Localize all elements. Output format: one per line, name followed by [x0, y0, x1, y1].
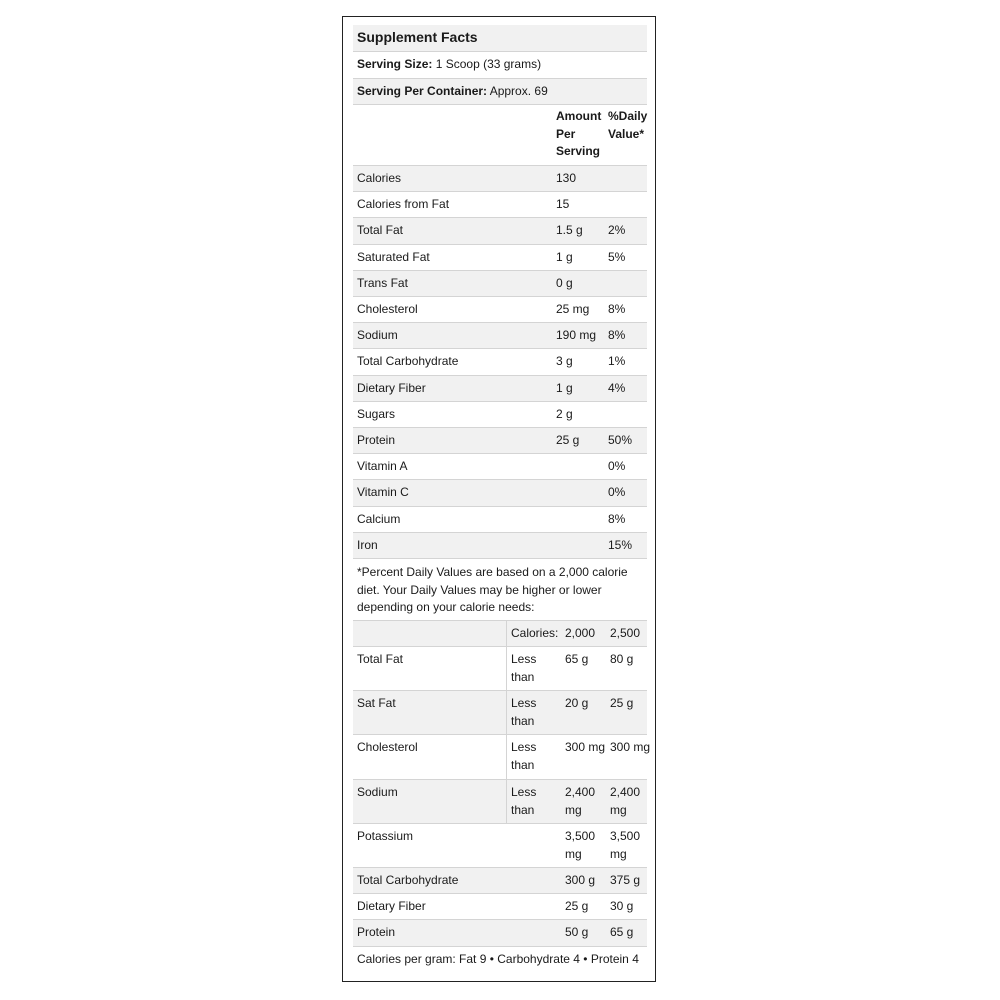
- calories-label: Calories:: [511, 626, 559, 640]
- daily-value-2500: 3,500 mg: [610, 829, 641, 861]
- nutrient-amount: 25 mg: [556, 302, 590, 316]
- supplement-facts-panel: [342, 16, 656, 982]
- nutrient-row: [353, 323, 647, 349]
- daily-value-row: [353, 691, 647, 735]
- nutrient-row: [353, 166, 647, 192]
- nutrient-daily-value: 8%: [608, 511, 626, 526]
- nutrient-row: [353, 507, 647, 533]
- panel-title: Supplement Facts: [357, 29, 478, 45]
- daily-value-2500: 2,400 mg: [610, 785, 641, 817]
- daily-value-row: [353, 780, 647, 824]
- nutrient-daily-value: 0%: [608, 459, 626, 474]
- nutrient-amount: 15: [556, 197, 570, 212]
- nutrient-row: [353, 454, 647, 480]
- serving-size: [357, 56, 541, 74]
- daily-value-2000: 3,500 mg: [565, 829, 596, 861]
- calories-per-gram: Calories per gram: Fat 9 • Carbohydrate 4 • Protein 4: [357, 952, 639, 966]
- nutrient-amount: 1 g: [556, 249, 573, 264]
- daily-value-header: %Daily Value*: [608, 109, 648, 141]
- nutrient-row: [353, 376, 647, 402]
- serving-size-label: Serving Size:: [357, 57, 433, 71]
- daily-value-2000: 2,400 mg: [565, 785, 596, 817]
- serving-size-row: [353, 52, 647, 79]
- nutrient-name: Calcium: [357, 511, 401, 526]
- daily-nutrient-name: Sodium: [357, 785, 398, 799]
- daily-table-header-row: [353, 621, 647, 647]
- nutrient-daily-value: 50%: [608, 433, 633, 447]
- nutrient-row: [353, 402, 647, 428]
- nutrient-daily-value: 4%: [608, 380, 626, 395]
- daily-value-2000: 300 g: [565, 873, 596, 887]
- nutrient-name: Saturated Fat: [357, 249, 430, 264]
- calories-2000: 2,000: [565, 626, 596, 640]
- daily-value-row: [353, 868, 647, 894]
- daily-nutrient-name: Dietary Fiber: [357, 899, 426, 913]
- nutrient-name: Protein: [357, 433, 396, 447]
- daily-value-2000: 65 g: [565, 652, 589, 666]
- nutrient-name: Calories: [357, 171, 402, 185]
- daily-qualifier: Less than: [511, 740, 537, 772]
- nutrient-name: Total Fat: [357, 223, 404, 238]
- daily-value-row: [353, 647, 647, 691]
- nutrient-row: [353, 533, 647, 559]
- nutrient-name: Cholesterol: [357, 302, 418, 316]
- daily-qualifier: Less than: [511, 696, 537, 728]
- nutrient-daily-value: 8%: [608, 302, 626, 316]
- nutrient-row: [353, 349, 647, 375]
- nutrient-daily-value: 8%: [608, 328, 626, 343]
- nutrient-amount: 25 g: [556, 433, 580, 447]
- daily-value-2000: 20 g: [565, 696, 589, 710]
- daily-value-2500: 65 g: [610, 925, 634, 939]
- nutrient-name: Total Carbohydrate: [357, 354, 459, 369]
- calories-2500: 2,500: [610, 626, 641, 640]
- nutrient-row: [353, 480, 647, 506]
- nutrient-amount: 1.5 g: [556, 223, 583, 238]
- daily-value-2500: 300 mg: [610, 740, 651, 754]
- servings-label: Serving Per Container:: [357, 84, 488, 98]
- nutrient-name: Calories from Fat: [357, 197, 450, 212]
- nutrient-amount: 190 mg: [556, 328, 597, 343]
- nutrient-daily-value: 2%: [608, 223, 626, 238]
- nutrient-row: [353, 271, 647, 297]
- daily-nutrient-name: Total Fat: [357, 652, 404, 666]
- daily-value-2000: 300 mg: [565, 740, 606, 754]
- serving-size-value: 1 Scoop (33 grams): [435, 57, 542, 71]
- daily-value-2500: 30 g: [610, 899, 634, 913]
- nutrient-row: [353, 297, 647, 323]
- nutrient-amount: 0 g: [556, 275, 573, 290]
- title-row: [353, 25, 647, 52]
- daily-value-row: [353, 894, 647, 920]
- daily-value-2000: 25 g: [565, 899, 589, 913]
- daily-value-2500: 80 g: [610, 652, 634, 666]
- daily-value-row: [353, 735, 651, 780]
- daily-value-row: [353, 824, 647, 868]
- nutrient-name: Vitamin A: [357, 459, 408, 474]
- nutrient-row: [353, 245, 647, 271]
- daily-value-2500: 375 g: [610, 873, 641, 887]
- nutrient-row: [353, 192, 647, 218]
- footnote-text: *Percent Daily Values are based on a 2,000 calorie diet. Your Daily Values may be higher or lower depending on your calorie needs:: [357, 565, 628, 614]
- nutrient-name: Vitamin C: [357, 485, 409, 500]
- calories-per-gram-row: [353, 947, 647, 973]
- nutrient-daily-value: 0%: [608, 485, 626, 500]
- nutrient-amount: 2 g: [556, 406, 573, 421]
- nutrient-name: Trans Fat: [357, 275, 408, 290]
- nutrient-row: [353, 218, 647, 244]
- daily-qualifier: Less than: [511, 652, 537, 684]
- daily-nutrient-name: Protein: [357, 925, 396, 939]
- daily-nutrient-name: Potassium: [357, 829, 414, 843]
- nutrient-header-row: [353, 105, 647, 166]
- amount-per-serving-header: Amount Per Serving: [556, 109, 602, 158]
- nutrient-daily-value: 1%: [608, 354, 626, 369]
- daily-value-2000: 50 g: [565, 925, 589, 939]
- nutrient-row: [353, 428, 647, 454]
- daily-nutrient-name: Total Carbohydrate: [357, 873, 459, 887]
- nutrient-name: Iron: [357, 537, 378, 552]
- nutrient-amount: 1 g: [556, 380, 573, 395]
- nutrient-name: Dietary Fiber: [357, 380, 426, 395]
- nutrient-name: Sugars: [357, 406, 396, 421]
- column-divider: [506, 621, 507, 646]
- nutrient-daily-value: 5%: [608, 249, 626, 264]
- servings-per-container: [357, 83, 548, 101]
- daily-value-row: [353, 920, 647, 947]
- daily-nutrient-name: Sat Fat: [357, 696, 396, 710]
- nutrient-amount: 3 g: [556, 354, 573, 369]
- servings-row: [353, 79, 647, 105]
- footnote-row: [353, 560, 647, 621]
- daily-value-2500: 25 g: [610, 696, 634, 710]
- nutrient-name: Sodium: [357, 328, 398, 343]
- daily-nutrient-name: Cholesterol: [357, 740, 418, 754]
- daily-qualifier: Less than: [511, 785, 537, 817]
- nutrient-amount: 130: [556, 171, 577, 185]
- nutrient-daily-value: 15%: [608, 537, 633, 552]
- servings-value: Approx. 69: [489, 84, 548, 98]
